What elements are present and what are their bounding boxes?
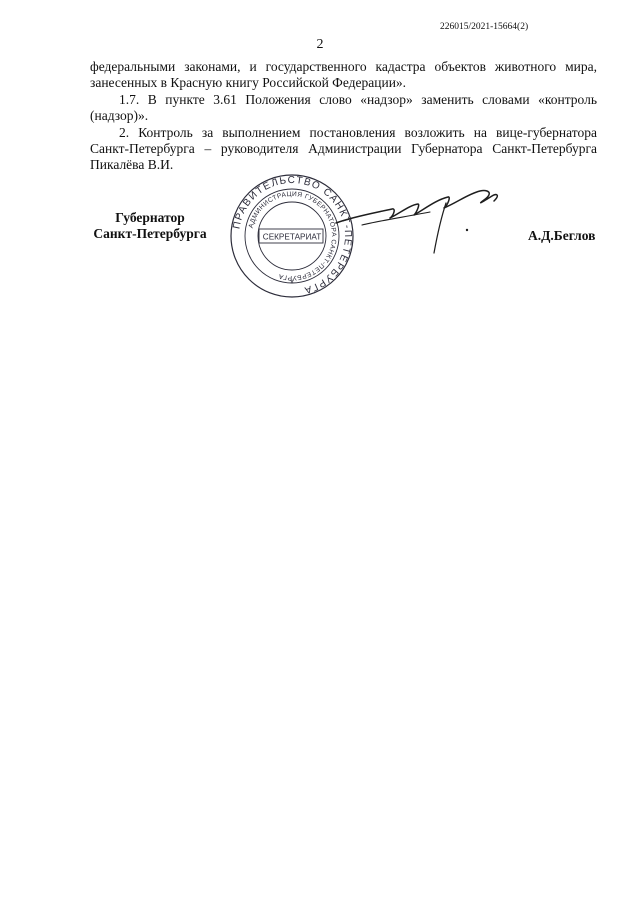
registration-number: 226015/2021-15664(2) <box>440 22 529 32</box>
document-body <box>90 59 597 174</box>
paragraph-continuation: федеральными законами, и государственного кадастра объектов животного мира, занесенных в Красную книгу Российской Федерации». <box>90 59 597 91</box>
stamp-outer-text: ПРАВИТЕЛЬСТВО САНКТ-ПЕТЕРБУРГА <box>231 174 354 296</box>
stamp-star: * <box>290 278 294 288</box>
signer-position-region: Санкт-Петербурга <box>93 226 207 241</box>
signer-name: А.Д.Беглов <box>528 228 596 243</box>
signer-position-title: Губернатор <box>115 210 185 225</box>
handwritten-signature <box>334 181 504 261</box>
paragraph-2: 2. Контроль за выполнением постановления возложить на вице-губернатора Санкт-Петербурга – руководителя Администрации Губернатора Санкт-Петербурга Пикалёва В.И. <box>90 124 597 173</box>
signer-position <box>89 210 211 242</box>
page-number: 2 <box>316 37 324 52</box>
paragraph-1-7: 1.7. В пункте 3.61 Положения слово «надзор» заменить словами «контроль (надзор)». <box>90 91 597 124</box>
stamp-inner-text: АДМИНИСТРАЦИЯ ГУБЕРНАТОРА САНКТ-ПЕТЕРБУРГА <box>247 190 338 282</box>
stamp-center-text: СЕКРЕТАРИАТ <box>262 232 322 242</box>
